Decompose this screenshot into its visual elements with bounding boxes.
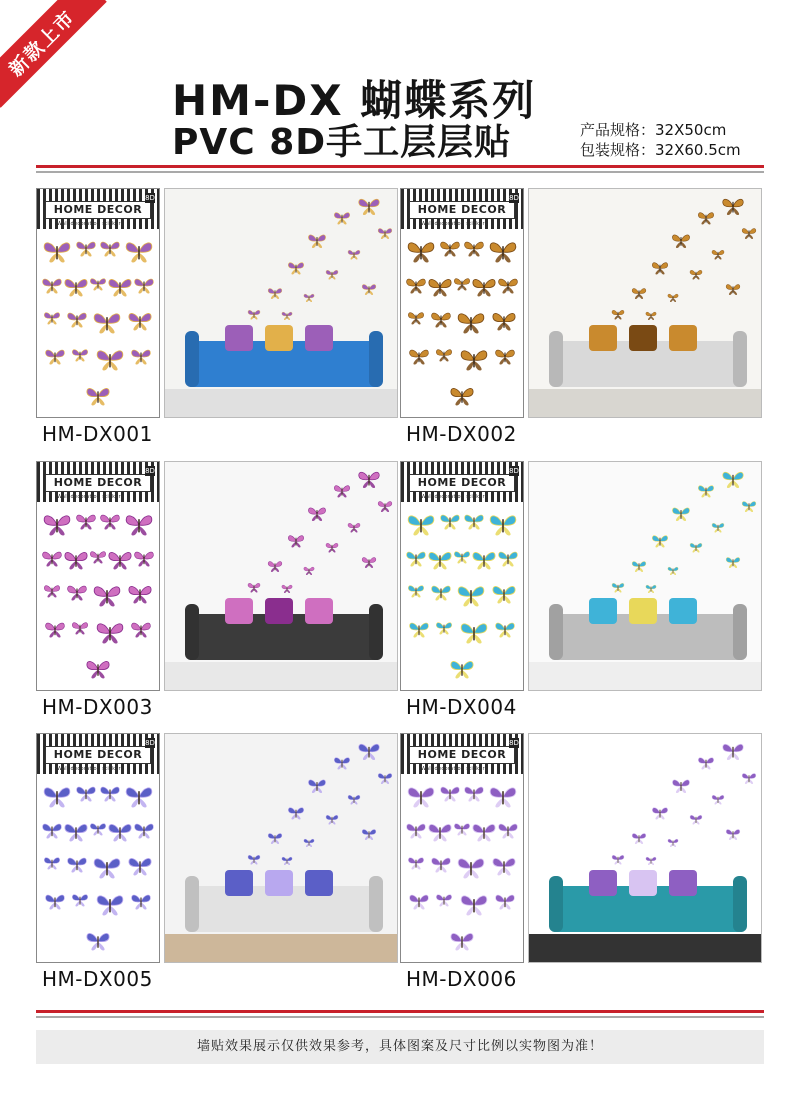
- butterfly-icon: [453, 277, 471, 291]
- butterfly-icon: [75, 785, 97, 803]
- butterfly-icon: [494, 893, 516, 911]
- butterfly-icon: [124, 240, 154, 264]
- footer-divider-red: [36, 1010, 764, 1013]
- butterfly-icon: [247, 309, 261, 320]
- sticker-sheet-image: [36, 733, 160, 963]
- butterfly-icon: [491, 584, 517, 605]
- butterfly-icon: [427, 822, 453, 843]
- butterfly-icon: [721, 470, 745, 489]
- butterfly-icon: [471, 550, 497, 571]
- butterfly-icon: [42, 240, 72, 264]
- butterfly-icon: [85, 931, 111, 952]
- butterfly-icon: [449, 386, 475, 407]
- butterfly-icon: [439, 785, 461, 803]
- butterfly-icon: [361, 283, 377, 296]
- room-floor: [529, 389, 761, 417]
- sofa-arm-right: [733, 331, 747, 387]
- butterfly-icon: [303, 838, 315, 848]
- butterfly-icon: [95, 893, 125, 917]
- butterfly-icon: [439, 513, 461, 531]
- butterfly-icon: [85, 659, 111, 680]
- butterfly-icon: [430, 856, 452, 874]
- butterfly-icon: [130, 893, 152, 911]
- butterfly-icon: [430, 584, 452, 602]
- butterfly-icon: [124, 513, 154, 537]
- sticker-sheet-image: [400, 733, 524, 963]
- sheet-8d-tag: 8D: [145, 194, 155, 202]
- product-card[interactable]: [400, 461, 764, 731]
- cushion: [629, 598, 657, 624]
- butterfly-icon: [721, 197, 745, 216]
- butterfly-icon: [725, 828, 741, 841]
- butterfly-icon: [463, 513, 485, 531]
- butterfly-icon: [63, 277, 89, 298]
- sheet-brand-label: HOME DECOR: [45, 474, 151, 492]
- butterfly-icon: [453, 822, 471, 836]
- butterfly-icon: [435, 348, 453, 362]
- butterfly-icon: [408, 893, 430, 911]
- product-code: HM-DX003: [42, 695, 153, 719]
- butterfly-icon: [427, 550, 453, 571]
- butterfly-icon: [287, 806, 305, 820]
- butterfly-icon: [631, 287, 647, 300]
- butterfly-icon: [497, 822, 519, 840]
- butterfly-icon: [406, 513, 436, 537]
- butterfly-icon: [43, 584, 61, 598]
- sticker-sheet-image: [400, 461, 524, 691]
- disclaimer-text: 墙贴效果展示仅供效果参考，具体图案及尺寸比例以实物图为准！: [196, 1039, 603, 1054]
- butterfly-icon: [611, 854, 625, 865]
- butterfly-icon: [66, 584, 88, 602]
- butterfly-icon: [281, 856, 293, 866]
- butterfly-icon: [127, 584, 153, 605]
- room-preview-image: [528, 461, 762, 691]
- sheet-butterflies: [405, 778, 519, 958]
- butterfly-icon: [435, 893, 453, 907]
- wall-butterflies: [601, 470, 751, 600]
- wall-butterflies: [237, 742, 387, 872]
- butterfly-icon: [471, 277, 497, 298]
- room-floor: [529, 662, 761, 690]
- butterfly-icon: [689, 542, 703, 553]
- butterfly-icon: [43, 311, 61, 325]
- butterfly-icon: [95, 348, 125, 372]
- sheet-butterflies: [405, 233, 519, 413]
- product-card[interactable]: [36, 461, 400, 731]
- product-code: HM-DX002: [406, 422, 517, 446]
- cushion: [669, 325, 697, 351]
- room-preview-image: [164, 188, 398, 418]
- butterfly-icon: [711, 522, 725, 533]
- sticker-sheet-image: [36, 188, 160, 418]
- butterfly-icon: [721, 742, 745, 761]
- butterfly-icon: [281, 311, 293, 321]
- butterfly-icon: [92, 856, 122, 880]
- butterfly-icon: [71, 348, 89, 362]
- butterfly-icon: [107, 277, 133, 298]
- sofa-arm-left: [549, 876, 563, 932]
- cushion: [305, 325, 333, 351]
- wall-butterflies: [237, 470, 387, 600]
- cushion: [589, 598, 617, 624]
- footer-divider-grey: [36, 1016, 764, 1018]
- butterfly-icon: [63, 550, 89, 571]
- butterfly-icon: [497, 550, 519, 568]
- butterfly-icon: [471, 822, 497, 843]
- butterfly-icon: [741, 227, 757, 240]
- butterfly-icon: [75, 240, 97, 258]
- butterfly-icon: [44, 893, 66, 911]
- butterfly-icon: [405, 550, 427, 568]
- butterfly-icon: [671, 778, 691, 794]
- sofa-arm-left: [185, 331, 199, 387]
- header-divider-red: [36, 165, 764, 168]
- room-preview-image: [164, 733, 398, 963]
- butterfly-icon: [459, 621, 489, 645]
- butterfly-icon: [42, 785, 72, 809]
- sheet-brand-label: HOME DECOR: [409, 746, 515, 764]
- butterfly-icon: [459, 893, 489, 917]
- page-subtitle: PVC 8D手工层层贴: [172, 122, 512, 163]
- product-card[interactable]: [36, 733, 400, 1003]
- butterfly-icon: [427, 277, 453, 298]
- butterfly-icon: [667, 293, 679, 303]
- butterfly-icon: [307, 506, 327, 522]
- badge-label: 新款上市: [4, 5, 80, 81]
- cushion: [265, 325, 293, 351]
- product-code: HM-DX001: [42, 422, 153, 446]
- butterfly-icon: [689, 269, 703, 280]
- cushion: [225, 598, 253, 624]
- sofa-arm-right: [369, 876, 383, 932]
- butterfly-icon: [645, 584, 657, 594]
- product-card[interactable]: [36, 188, 400, 458]
- butterfly-icon: [611, 582, 625, 593]
- butterfly-icon: [89, 822, 107, 836]
- butterfly-icon: [75, 513, 97, 531]
- butterfly-icon: [247, 854, 261, 865]
- butterfly-icon: [99, 785, 121, 803]
- spec-block: [580, 120, 741, 160]
- butterfly-icon: [453, 550, 471, 564]
- sofa-arm-right: [733, 604, 747, 660]
- butterfly-icon: [377, 227, 393, 240]
- butterfly-icon: [494, 621, 516, 639]
- product-card[interactable]: [400, 188, 764, 458]
- butterfly-icon: [357, 197, 381, 216]
- butterfly-icon: [407, 311, 425, 325]
- butterfly-icon: [377, 500, 393, 513]
- butterfly-icon: [281, 584, 293, 594]
- butterfly-icon: [303, 566, 315, 576]
- product-code: HM-DX004: [406, 695, 517, 719]
- butterfly-icon: [89, 550, 107, 564]
- butterfly-icon: [130, 348, 152, 366]
- room-preview-image: [528, 188, 762, 418]
- butterfly-icon: [71, 621, 89, 635]
- butterfly-icon: [66, 856, 88, 874]
- butterfly-icon: [406, 240, 436, 264]
- butterfly-icon: [463, 240, 485, 258]
- sheet-8d-tag: 8D: [509, 739, 519, 747]
- butterfly-icon: [307, 233, 327, 249]
- sofa-arm-left: [549, 604, 563, 660]
- butterfly-icon: [459, 348, 489, 372]
- cushion: [265, 870, 293, 896]
- butterfly-icon: [267, 832, 283, 845]
- butterfly-icon: [357, 742, 381, 761]
- butterfly-icon: [361, 828, 377, 841]
- butterfly-icon: [41, 822, 63, 840]
- sheet-sub-label: Wall decoration stickers: [57, 494, 124, 500]
- butterfly-icon: [287, 534, 305, 548]
- butterfly-icon: [651, 261, 669, 275]
- room-preview-image: [164, 461, 398, 691]
- sofa-arm-left: [185, 876, 199, 932]
- butterfly-icon: [95, 621, 125, 645]
- butterfly-icon: [488, 240, 518, 264]
- header-divider-grey: [36, 171, 764, 173]
- butterfly-icon: [725, 283, 741, 296]
- butterfly-icon: [133, 277, 155, 295]
- sheet-butterflies: [41, 506, 155, 686]
- butterfly-icon: [407, 584, 425, 598]
- butterfly-icon: [408, 621, 430, 639]
- sheet-8d-tag: 8D: [145, 739, 155, 747]
- butterfly-icon: [127, 311, 153, 332]
- butterfly-icon: [130, 621, 152, 639]
- butterfly-icon: [347, 794, 361, 805]
- butterfly-icon: [133, 822, 155, 840]
- sheet-butterflies: [405, 506, 519, 686]
- butterfly-icon: [407, 856, 425, 870]
- butterfly-icon: [667, 838, 679, 848]
- sheet-8d-tag: 8D: [509, 467, 519, 475]
- cushion: [629, 325, 657, 351]
- sheet-sub-label: Wall decoration stickers: [421, 766, 488, 772]
- butterfly-icon: [42, 513, 72, 537]
- product-code: HM-DX006: [406, 967, 517, 991]
- sheet-sub-label: Wall decoration stickers: [421, 221, 488, 227]
- butterfly-icon: [449, 659, 475, 680]
- butterfly-icon: [71, 893, 89, 907]
- butterfly-icon: [741, 772, 757, 785]
- butterfly-icon: [307, 778, 327, 794]
- butterfly-icon: [697, 484, 715, 498]
- page-title: HM-DX 蝴蝶系列: [172, 76, 537, 125]
- spec-package-size: 包装规格：32X60.5cm: [580, 141, 741, 159]
- cushion: [225, 870, 253, 896]
- sofa-arm-left: [185, 604, 199, 660]
- cushion: [265, 598, 293, 624]
- wall-butterflies: [601, 197, 751, 327]
- cushion: [669, 870, 697, 896]
- butterfly-icon: [463, 785, 485, 803]
- butterfly-icon: [325, 542, 339, 553]
- butterfly-icon: [124, 785, 154, 809]
- butterfly-icon: [408, 348, 430, 366]
- butterfly-icon: [333, 211, 351, 225]
- butterfly-icon: [347, 249, 361, 260]
- sofa-arm-right: [369, 604, 383, 660]
- sheet-brand-label: HOME DECOR: [45, 746, 151, 764]
- sheet-sub-label: Wall decoration stickers: [57, 766, 124, 772]
- butterfly-icon: [66, 311, 88, 329]
- butterfly-icon: [85, 386, 111, 407]
- room-floor: [165, 662, 397, 690]
- sofa-arm-right: [369, 331, 383, 387]
- butterfly-icon: [99, 240, 121, 258]
- butterfly-icon: [361, 556, 377, 569]
- butterfly-icon: [494, 348, 516, 366]
- room-preview-image: [528, 733, 762, 963]
- butterfly-icon: [325, 814, 339, 825]
- butterfly-icon: [127, 856, 153, 877]
- butterfly-icon: [405, 277, 427, 295]
- butterfly-icon: [697, 211, 715, 225]
- butterfly-icon: [491, 856, 517, 877]
- butterfly-icon: [488, 513, 518, 537]
- butterfly-icon: [671, 233, 691, 249]
- butterfly-icon: [247, 582, 261, 593]
- butterfly-icon: [333, 484, 351, 498]
- butterfly-icon: [287, 261, 305, 275]
- product-code: HM-DX005: [42, 967, 153, 991]
- butterfly-icon: [689, 814, 703, 825]
- butterfly-icon: [406, 785, 436, 809]
- butterfly-icon: [611, 309, 625, 320]
- sofa-arm-right: [733, 876, 747, 932]
- butterfly-icon: [456, 584, 486, 608]
- butterfly-icon: [645, 856, 657, 866]
- butterfly-icon: [92, 311, 122, 335]
- butterfly-icon: [377, 772, 393, 785]
- butterfly-icon: [651, 534, 669, 548]
- room-floor: [165, 389, 397, 417]
- product-card[interactable]: [400, 733, 764, 1003]
- butterfly-icon: [325, 269, 339, 280]
- sheet-brand-label: HOME DECOR: [45, 201, 151, 219]
- butterfly-icon: [430, 311, 452, 329]
- butterfly-icon: [711, 249, 725, 260]
- room-floor: [529, 934, 761, 962]
- butterfly-icon: [41, 550, 63, 568]
- butterfly-icon: [645, 311, 657, 321]
- sheet-sub-label: Wall decoration stickers: [57, 221, 124, 227]
- butterfly-icon: [303, 293, 315, 303]
- sheet-brand-label: HOME DECOR: [409, 474, 515, 492]
- new-arrival-badge: [0, 0, 107, 108]
- butterfly-icon: [44, 348, 66, 366]
- butterfly-icon: [43, 856, 61, 870]
- butterfly-icon: [741, 500, 757, 513]
- butterfly-icon: [439, 240, 461, 258]
- cushion: [589, 325, 617, 351]
- cushion: [589, 870, 617, 896]
- butterfly-icon: [671, 506, 691, 522]
- sheet-sub-label: Wall decoration stickers: [421, 494, 488, 500]
- cushion: [669, 598, 697, 624]
- cushion: [305, 870, 333, 896]
- sticker-sheet-image: [400, 188, 524, 418]
- wall-butterflies: [237, 197, 387, 327]
- butterfly-icon: [491, 311, 517, 332]
- butterfly-icon: [456, 856, 486, 880]
- butterfly-icon: [488, 785, 518, 809]
- butterfly-icon: [347, 522, 361, 533]
- cushion: [305, 598, 333, 624]
- butterfly-icon: [92, 584, 122, 608]
- butterfly-icon: [449, 931, 475, 952]
- sheet-butterflies: [41, 778, 155, 958]
- butterfly-icon: [63, 822, 89, 843]
- butterfly-icon: [667, 566, 679, 576]
- butterfly-icon: [267, 287, 283, 300]
- butterfly-icon: [651, 806, 669, 820]
- sheet-butterflies: [41, 233, 155, 413]
- butterfly-icon: [497, 277, 519, 295]
- room-floor: [165, 934, 397, 962]
- cushion: [629, 870, 657, 896]
- butterfly-icon: [711, 794, 725, 805]
- sheet-8d-tag: 8D: [509, 194, 519, 202]
- butterfly-icon: [631, 832, 647, 845]
- butterfly-icon: [357, 470, 381, 489]
- disclaimer-bar: [36, 1030, 764, 1064]
- butterfly-icon: [44, 621, 66, 639]
- butterfly-icon: [435, 621, 453, 635]
- butterfly-icon: [333, 756, 351, 770]
- sticker-sheet-image: [36, 461, 160, 691]
- butterfly-icon: [107, 550, 133, 571]
- butterfly-icon: [456, 311, 486, 335]
- butterfly-icon: [631, 560, 647, 573]
- cushion: [225, 325, 253, 351]
- butterfly-icon: [725, 556, 741, 569]
- wall-butterflies: [601, 742, 751, 872]
- sheet-8d-tag: 8D: [145, 467, 155, 475]
- sofa-arm-left: [549, 331, 563, 387]
- butterfly-icon: [89, 277, 107, 291]
- butterfly-icon: [267, 560, 283, 573]
- sheet-brand-label: HOME DECOR: [409, 201, 515, 219]
- spec-product-size: 产品规格：32X50cm: [580, 121, 727, 139]
- butterfly-icon: [133, 550, 155, 568]
- butterfly-icon: [41, 277, 63, 295]
- butterfly-icon: [405, 822, 427, 840]
- butterfly-icon: [697, 756, 715, 770]
- butterfly-icon: [99, 513, 121, 531]
- butterfly-icon: [107, 822, 133, 843]
